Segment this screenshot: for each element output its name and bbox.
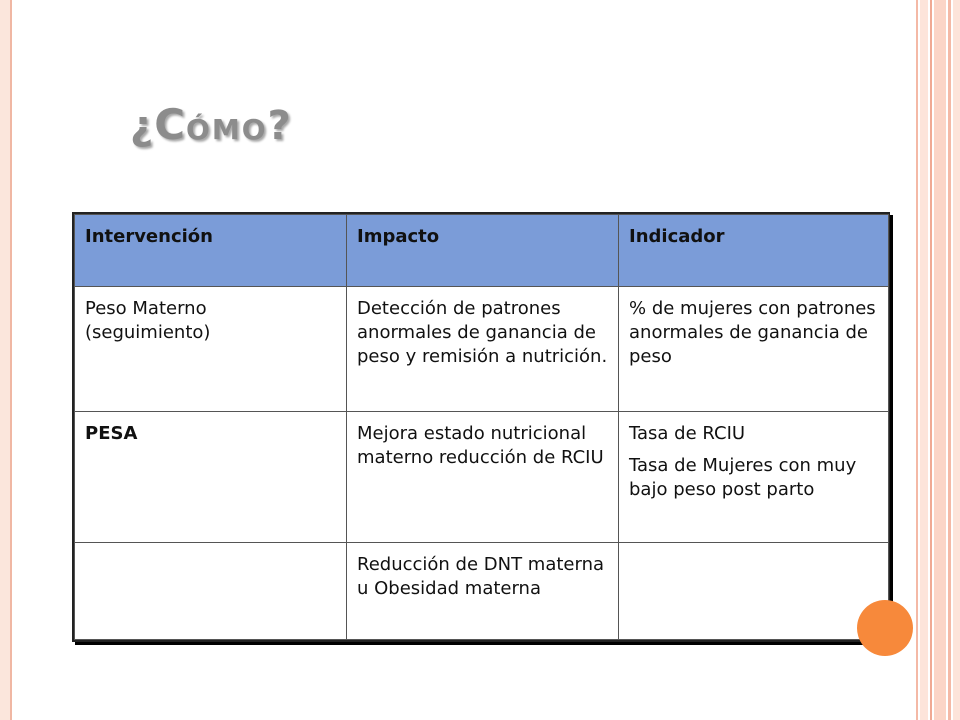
table-header-row — [75, 215, 889, 287]
cell-indicador — [619, 543, 889, 640]
cell-impacto: Reducción de DNT materna u Obesidad materna — [347, 543, 619, 640]
header-intervencion: Intervención — [75, 215, 347, 287]
left-decorative-bar — [0, 0, 12, 720]
indicador-item: Tasa de RCIU — [629, 423, 746, 444]
table-row — [75, 287, 889, 412]
pesa-label: PESA — [85, 423, 138, 444]
cell-indicador — [619, 412, 889, 543]
header-indicador: Indicador — [619, 215, 889, 287]
slide-title: ¿CÓMO? — [130, 100, 292, 149]
cell-indicador: % de mujeres con patrones anormales de ganancia de peso — [619, 287, 889, 412]
cell-impacto: Detección de patrones anormales de ganancia de peso y remisión a nutrición. — [347, 287, 619, 412]
decorative-circle — [857, 600, 913, 656]
cell-intervencion — [75, 543, 347, 640]
indicador-item: Tasa de Mujeres con muy bajo peso post parto — [629, 455, 857, 500]
header-impacto: Impacto — [347, 215, 619, 287]
table-row — [75, 412, 889, 543]
cell-intervencion — [75, 412, 347, 543]
cell-intervencion: Peso Materno (seguimiento) — [75, 287, 347, 412]
content-table — [72, 212, 890, 642]
cell-impacto: Mejora estado nutricional materno reducción de RCIU — [347, 412, 619, 543]
right-decorative-stripes — [916, 0, 960, 720]
table-row — [75, 543, 889, 640]
